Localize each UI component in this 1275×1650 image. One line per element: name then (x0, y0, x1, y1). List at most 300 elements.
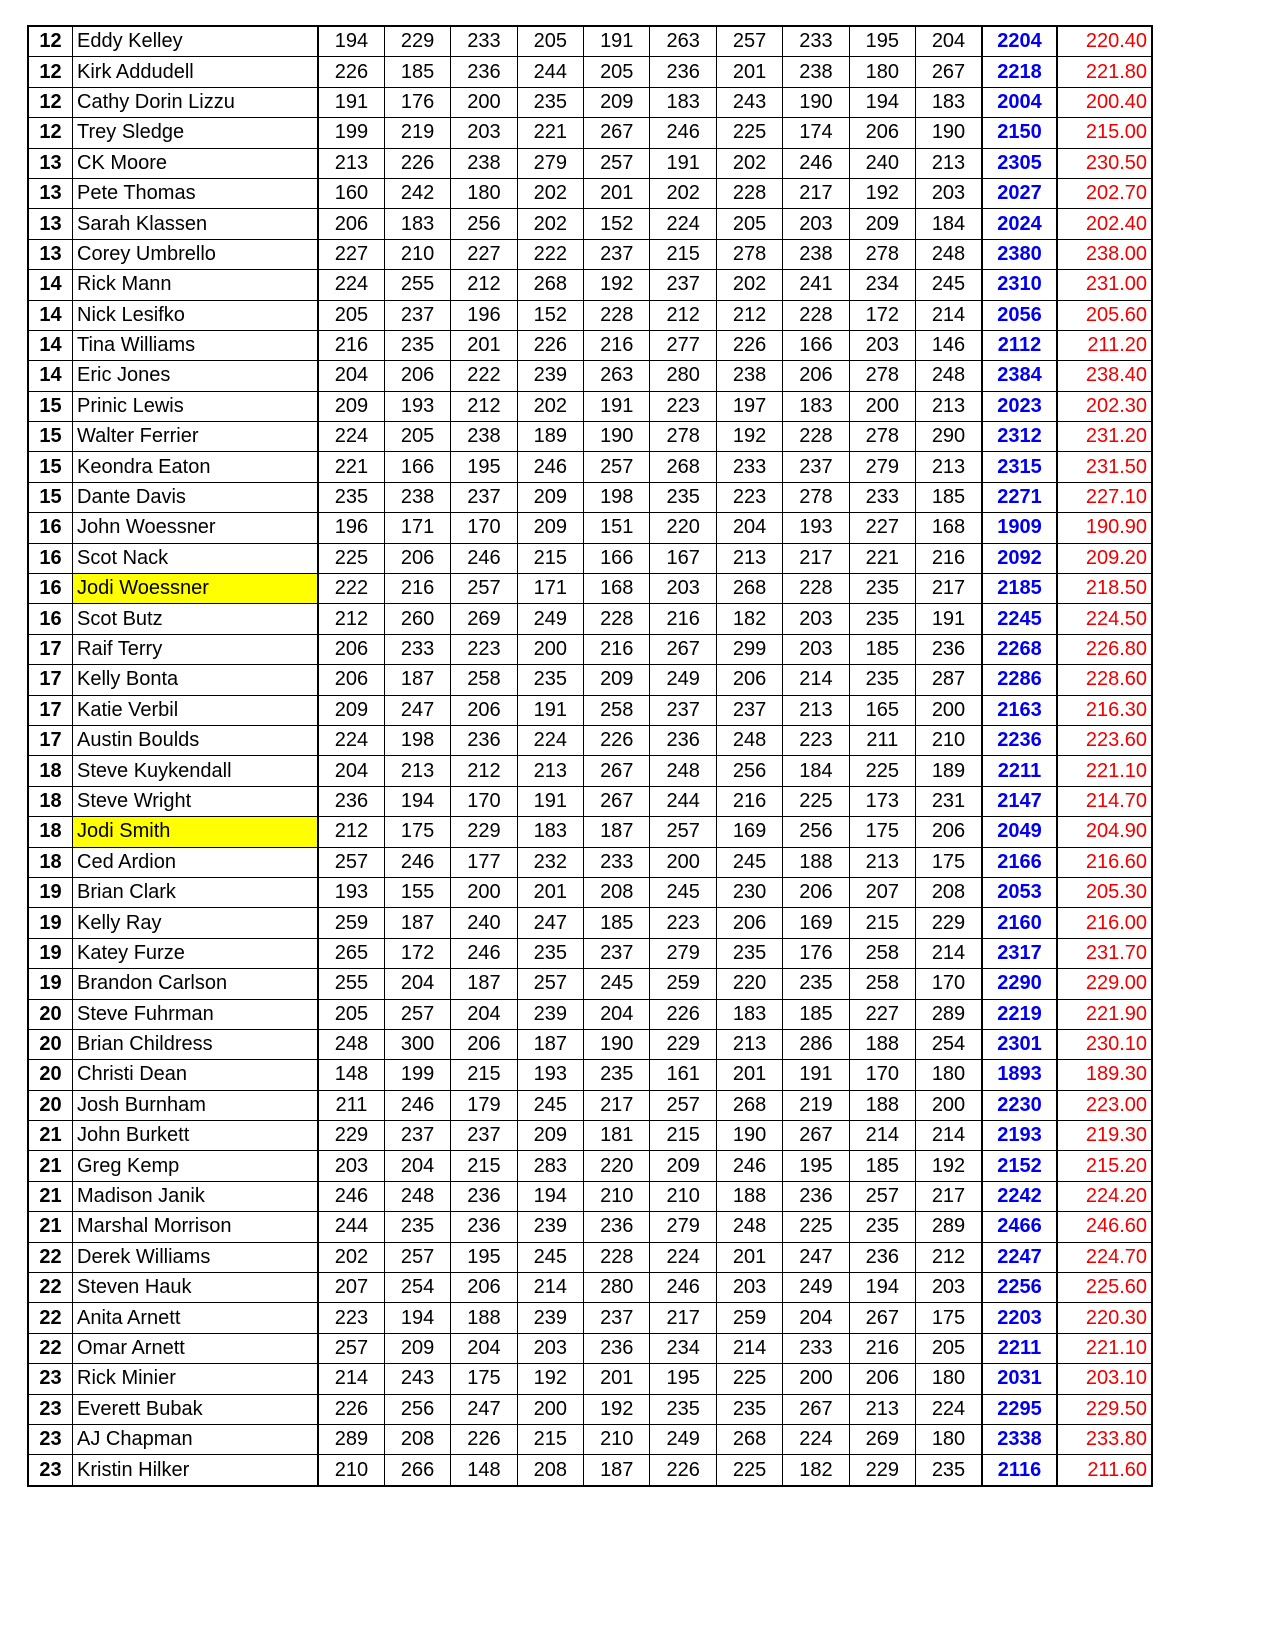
game-score-cell: 257 (517, 969, 583, 999)
game-score-cell: 187 (584, 817, 650, 847)
game-score-cell: 210 (318, 1455, 384, 1486)
total-pins-cell: 2290 (982, 969, 1057, 999)
game-score-cell: 224 (650, 209, 716, 239)
game-score-cell: 204 (783, 1303, 849, 1333)
game-score-cell: 213 (716, 543, 782, 573)
total-pins-cell: 2286 (982, 665, 1057, 695)
game-score-cell: 277 (650, 330, 716, 360)
game-score-cell: 216 (584, 634, 650, 664)
total-pins-cell: 2384 (982, 361, 1057, 391)
average-cell: 189.30 (1057, 1060, 1152, 1090)
game-score-cell: 267 (783, 1121, 849, 1151)
bowler-name-cell: John Woessner (73, 513, 319, 543)
bowler-name-cell: Christi Dean (73, 1060, 319, 1090)
game-score-cell: 235 (650, 482, 716, 512)
table-row (28, 300, 1152, 330)
game-score-cell: 259 (318, 908, 384, 938)
average-cell: 190.90 (1057, 513, 1152, 543)
average-cell: 200.40 (1057, 87, 1152, 117)
game-score-cell: 192 (584, 270, 650, 300)
table-row (28, 1455, 1152, 1486)
bowler-name-cell: Kirk Addudell (73, 57, 319, 87)
game-score-cell: 166 (384, 452, 450, 482)
game-score-cell: 215 (650, 239, 716, 269)
game-score-cell: 209 (517, 513, 583, 543)
average-cell: 218.50 (1057, 574, 1152, 604)
team-number-cell: 23 (28, 1394, 73, 1424)
game-score-cell: 290 (916, 422, 982, 452)
game-score-cell: 243 (716, 87, 782, 117)
game-score-cell: 204 (451, 1333, 517, 1363)
table-row (28, 118, 1152, 148)
game-score-cell: 191 (916, 604, 982, 634)
game-score-cell: 246 (451, 938, 517, 968)
game-score-cell: 146 (916, 330, 982, 360)
game-score-cell: 279 (650, 1212, 716, 1242)
game-score-cell: 176 (783, 938, 849, 968)
game-score-cell: 169 (783, 908, 849, 938)
game-score-cell: 216 (384, 574, 450, 604)
bowler-name-cell: Eric Jones (73, 361, 319, 391)
team-number-cell: 18 (28, 786, 73, 816)
average-cell: 231.20 (1057, 422, 1152, 452)
game-score-cell: 209 (517, 482, 583, 512)
game-score-cell: 228 (783, 300, 849, 330)
game-score-cell: 200 (451, 877, 517, 907)
game-score-cell: 187 (384, 665, 450, 695)
game-score-cell: 217 (916, 1181, 982, 1211)
game-score-cell: 212 (716, 300, 782, 330)
total-pins-cell: 2023 (982, 391, 1057, 421)
average-cell: 215.00 (1057, 118, 1152, 148)
game-score-cell: 245 (517, 1090, 583, 1120)
team-number-cell: 18 (28, 847, 73, 877)
average-cell: 231.00 (1057, 270, 1152, 300)
game-score-cell: 197 (716, 391, 782, 421)
game-score-cell: 235 (318, 482, 384, 512)
game-score-cell: 235 (584, 1060, 650, 1090)
team-number-cell: 16 (28, 574, 73, 604)
game-score-cell: 191 (584, 391, 650, 421)
game-score-cell: 245 (916, 270, 982, 300)
game-score-cell: 183 (716, 999, 782, 1029)
average-cell: 215.20 (1057, 1151, 1152, 1181)
game-score-cell: 202 (517, 209, 583, 239)
game-score-cell: 216 (716, 786, 782, 816)
game-score-cell: 203 (517, 1333, 583, 1363)
average-cell: 211.20 (1057, 330, 1152, 360)
team-number-cell: 17 (28, 665, 73, 695)
game-score-cell: 238 (716, 361, 782, 391)
game-score-cell: 233 (584, 847, 650, 877)
game-score-cell: 203 (318, 1151, 384, 1181)
game-score-cell: 152 (517, 300, 583, 330)
game-score-cell: 180 (451, 178, 517, 208)
game-score-cell: 208 (517, 1455, 583, 1486)
game-score-cell: 202 (517, 178, 583, 208)
game-score-cell: 246 (318, 1181, 384, 1211)
game-score-cell: 204 (318, 756, 384, 786)
game-score-cell: 220 (584, 1151, 650, 1181)
total-pins-cell: 2317 (982, 938, 1057, 968)
game-score-cell: 287 (916, 665, 982, 695)
game-score-cell: 151 (584, 513, 650, 543)
table-row (28, 148, 1152, 178)
game-score-cell: 205 (384, 422, 450, 452)
team-number-cell: 19 (28, 938, 73, 968)
game-score-cell: 237 (384, 300, 450, 330)
game-score-cell: 221 (318, 452, 384, 482)
game-score-cell: 183 (916, 87, 982, 117)
game-score-cell: 235 (517, 87, 583, 117)
game-score-cell: 237 (584, 239, 650, 269)
game-score-cell: 269 (451, 604, 517, 634)
game-score-cell: 203 (650, 574, 716, 604)
game-score-cell: 289 (916, 999, 982, 1029)
game-score-cell: 278 (716, 239, 782, 269)
average-cell: 202.30 (1057, 391, 1152, 421)
total-pins-cell: 2053 (982, 877, 1057, 907)
game-score-cell: 222 (517, 239, 583, 269)
game-score-cell: 246 (384, 847, 450, 877)
team-number-cell: 14 (28, 300, 73, 330)
game-score-cell: 224 (517, 725, 583, 755)
game-score-cell: 173 (849, 786, 915, 816)
table-row (28, 391, 1152, 421)
game-score-cell: 224 (318, 422, 384, 452)
game-score-cell: 246 (716, 1151, 782, 1181)
game-score-cell: 257 (716, 26, 782, 57)
game-score-cell: 225 (716, 1364, 782, 1394)
game-score-cell: 280 (584, 1273, 650, 1303)
game-score-cell: 199 (318, 118, 384, 148)
game-score-cell: 206 (849, 1364, 915, 1394)
bowler-name-cell: Trey Sledge (73, 118, 319, 148)
game-score-cell: 214 (916, 1121, 982, 1151)
bowler-name-cell: Scot Nack (73, 543, 319, 573)
game-score-cell: 192 (584, 1394, 650, 1424)
bowler-name-cell: John Burkett (73, 1121, 319, 1151)
game-score-cell: 263 (650, 26, 716, 57)
bowler-name-cell: Sarah Klassen (73, 209, 319, 239)
game-score-cell: 206 (318, 634, 384, 664)
game-score-cell: 203 (916, 1273, 982, 1303)
game-score-cell: 226 (318, 57, 384, 87)
game-score-cell: 206 (318, 665, 384, 695)
game-score-cell: 213 (916, 452, 982, 482)
table-row (28, 87, 1152, 117)
bowler-name-cell: Steve Kuykendall (73, 756, 319, 786)
game-score-cell: 217 (650, 1303, 716, 1333)
game-score-cell: 203 (716, 1273, 782, 1303)
game-score-cell: 233 (716, 452, 782, 482)
game-score-cell: 228 (584, 300, 650, 330)
table-body (28, 26, 1152, 1486)
average-cell: 238.40 (1057, 361, 1152, 391)
game-score-cell: 223 (318, 1303, 384, 1333)
game-score-cell: 236 (584, 1333, 650, 1363)
game-score-cell: 212 (650, 300, 716, 330)
game-score-cell: 243 (384, 1364, 450, 1394)
game-score-cell: 185 (916, 482, 982, 512)
game-score-cell: 233 (783, 1333, 849, 1363)
game-score-cell: 174 (783, 118, 849, 148)
game-score-cell: 202 (318, 1242, 384, 1272)
bowler-name-cell: Omar Arnett (73, 1333, 319, 1363)
team-number-cell: 23 (28, 1364, 73, 1394)
game-score-cell: 215 (849, 908, 915, 938)
bowler-name-cell: AJ Chapman (73, 1424, 319, 1454)
game-score-cell: 188 (451, 1303, 517, 1333)
bowler-name-cell: Josh Burnham (73, 1090, 319, 1120)
bowler-name-cell: Katey Furze (73, 938, 319, 968)
game-score-cell: 267 (650, 634, 716, 664)
game-score-cell: 160 (318, 178, 384, 208)
game-score-cell: 206 (783, 877, 849, 907)
average-cell: 209.20 (1057, 543, 1152, 573)
game-score-cell: 268 (716, 574, 782, 604)
game-score-cell: 278 (849, 422, 915, 452)
game-score-cell: 212 (451, 270, 517, 300)
game-score-cell: 212 (451, 391, 517, 421)
table-row (28, 1333, 1152, 1363)
bowler-name-cell: Everett Bubak (73, 1394, 319, 1424)
game-score-cell: 248 (650, 756, 716, 786)
game-score-cell: 227 (451, 239, 517, 269)
game-score-cell: 289 (318, 1424, 384, 1454)
game-score-cell: 217 (783, 178, 849, 208)
game-score-cell: 190 (584, 1029, 650, 1059)
game-score-cell: 248 (716, 725, 782, 755)
team-number-cell: 17 (28, 725, 73, 755)
game-score-cell: 257 (584, 452, 650, 482)
game-score-cell: 237 (650, 695, 716, 725)
game-score-cell: 247 (384, 695, 450, 725)
game-score-cell: 227 (849, 513, 915, 543)
total-pins-cell: 2049 (982, 817, 1057, 847)
game-score-cell: 222 (451, 361, 517, 391)
game-score-cell: 206 (849, 118, 915, 148)
game-score-cell: 213 (783, 695, 849, 725)
game-score-cell: 191 (318, 87, 384, 117)
game-score-cell: 228 (584, 1242, 650, 1272)
total-pins-cell: 2004 (982, 87, 1057, 117)
game-score-cell: 206 (716, 665, 782, 695)
team-number-cell: 15 (28, 422, 73, 452)
total-pins-cell: 2163 (982, 695, 1057, 725)
average-cell: 225.60 (1057, 1273, 1152, 1303)
game-score-cell: 260 (384, 604, 450, 634)
game-score-cell: 237 (451, 1121, 517, 1151)
game-score-cell: 200 (517, 1394, 583, 1424)
table-row (28, 482, 1152, 512)
bowler-name-cell: Raif Terry (73, 634, 319, 664)
game-score-cell: 255 (318, 969, 384, 999)
game-score-cell: 188 (849, 1090, 915, 1120)
table-row (28, 1090, 1152, 1120)
game-score-cell: 235 (517, 665, 583, 695)
table-row (28, 1394, 1152, 1424)
average-cell: 216.30 (1057, 695, 1152, 725)
game-score-cell: 209 (650, 1151, 716, 1181)
game-score-cell: 220 (650, 513, 716, 543)
game-score-cell: 194 (384, 786, 450, 816)
total-pins-cell: 2312 (982, 422, 1057, 452)
team-number-cell: 20 (28, 999, 73, 1029)
game-score-cell: 209 (849, 209, 915, 239)
game-score-cell: 266 (384, 1455, 450, 1486)
game-score-cell: 237 (584, 1303, 650, 1333)
game-score-cell: 228 (783, 574, 849, 604)
game-score-cell: 244 (517, 57, 583, 87)
total-pins-cell: 2193 (982, 1121, 1057, 1151)
game-score-cell: 201 (716, 57, 782, 87)
game-score-cell: 238 (451, 148, 517, 178)
game-score-cell: 175 (451, 1364, 517, 1394)
game-score-cell: 225 (716, 1455, 782, 1486)
team-number-cell: 22 (28, 1333, 73, 1363)
game-score-cell: 210 (916, 725, 982, 755)
game-score-cell: 203 (849, 330, 915, 360)
game-score-cell: 190 (584, 422, 650, 452)
total-pins-cell: 2056 (982, 300, 1057, 330)
game-score-cell: 185 (849, 634, 915, 664)
game-score-cell: 256 (783, 817, 849, 847)
team-number-cell: 22 (28, 1273, 73, 1303)
team-number-cell: 16 (28, 513, 73, 543)
game-score-cell: 205 (916, 1333, 982, 1363)
bowler-name-cell: Steve Fuhrman (73, 999, 319, 1029)
average-cell: 220.30 (1057, 1303, 1152, 1333)
game-score-cell: 224 (916, 1394, 982, 1424)
average-cell: 223.60 (1057, 725, 1152, 755)
game-score-cell: 193 (318, 877, 384, 907)
game-score-cell: 177 (451, 847, 517, 877)
game-score-cell: 188 (783, 847, 849, 877)
game-score-cell: 204 (716, 513, 782, 543)
game-score-cell: 183 (517, 817, 583, 847)
game-score-cell: 213 (318, 148, 384, 178)
game-score-cell: 206 (916, 817, 982, 847)
game-score-cell: 204 (384, 1151, 450, 1181)
bowler-name-cell: Jodi Woessner (73, 574, 319, 604)
game-score-cell: 267 (584, 786, 650, 816)
game-score-cell: 279 (650, 938, 716, 968)
game-score-cell: 200 (517, 634, 583, 664)
team-number-cell: 15 (28, 482, 73, 512)
game-score-cell: 175 (849, 817, 915, 847)
game-score-cell: 246 (783, 148, 849, 178)
team-number-cell: 14 (28, 270, 73, 300)
game-score-cell: 195 (783, 1151, 849, 1181)
bowler-name-cell: Keondra Eaton (73, 452, 319, 482)
game-score-cell: 214 (849, 1121, 915, 1151)
team-number-cell: 21 (28, 1121, 73, 1151)
game-score-cell: 268 (716, 1090, 782, 1120)
game-score-cell: 148 (318, 1060, 384, 1090)
game-score-cell: 208 (584, 877, 650, 907)
game-score-cell: 209 (584, 87, 650, 117)
game-score-cell: 211 (849, 725, 915, 755)
game-score-cell: 259 (650, 969, 716, 999)
game-score-cell: 278 (849, 361, 915, 391)
game-score-cell: 202 (716, 148, 782, 178)
game-score-cell: 228 (584, 604, 650, 634)
game-score-cell: 235 (849, 665, 915, 695)
game-score-cell: 169 (716, 817, 782, 847)
total-pins-cell: 2305 (982, 148, 1057, 178)
bowler-name-cell: Kelly Ray (73, 908, 319, 938)
game-score-cell: 249 (517, 604, 583, 634)
team-number-cell: 20 (28, 1090, 73, 1120)
game-score-cell: 183 (650, 87, 716, 117)
average-cell: 204.90 (1057, 817, 1152, 847)
game-score-cell: 212 (451, 756, 517, 786)
game-score-cell: 171 (517, 574, 583, 604)
game-score-cell: 193 (783, 513, 849, 543)
team-number-cell: 12 (28, 118, 73, 148)
game-score-cell: 279 (849, 452, 915, 482)
game-score-cell: 235 (384, 330, 450, 360)
game-score-cell: 226 (650, 999, 716, 1029)
game-score-cell: 234 (849, 270, 915, 300)
game-score-cell: 217 (584, 1090, 650, 1120)
game-score-cell: 225 (783, 786, 849, 816)
total-pins-cell: 2256 (982, 1273, 1057, 1303)
game-score-cell: 205 (318, 300, 384, 330)
team-number-cell: 17 (28, 634, 73, 664)
game-score-cell: 226 (318, 1394, 384, 1424)
game-score-cell: 209 (318, 695, 384, 725)
total-pins-cell: 1893 (982, 1060, 1057, 1090)
game-score-cell: 205 (517, 26, 583, 57)
game-score-cell: 194 (318, 26, 384, 57)
game-score-cell: 200 (916, 1090, 982, 1120)
game-score-cell: 235 (849, 1212, 915, 1242)
table-row (28, 604, 1152, 634)
game-score-cell: 254 (384, 1273, 450, 1303)
game-score-cell: 254 (916, 1029, 982, 1059)
average-cell: 216.60 (1057, 847, 1152, 877)
game-score-cell: 223 (783, 725, 849, 755)
team-number-cell: 18 (28, 756, 73, 786)
game-score-cell: 187 (384, 908, 450, 938)
team-number-cell: 15 (28, 452, 73, 482)
game-score-cell: 205 (716, 209, 782, 239)
game-score-cell: 190 (783, 87, 849, 117)
game-score-cell: 237 (451, 482, 517, 512)
game-score-cell: 223 (650, 908, 716, 938)
average-cell: 228.60 (1057, 665, 1152, 695)
game-score-cell: 170 (916, 969, 982, 999)
game-score-cell: 206 (384, 361, 450, 391)
game-score-cell: 221 (517, 118, 583, 148)
game-score-cell: 239 (517, 1303, 583, 1333)
table-row (28, 361, 1152, 391)
game-score-cell: 200 (849, 391, 915, 421)
game-score-cell: 257 (584, 148, 650, 178)
team-number-cell: 22 (28, 1242, 73, 1272)
game-score-cell: 237 (650, 270, 716, 300)
game-score-cell: 195 (650, 1364, 716, 1394)
game-score-cell: 216 (584, 330, 650, 360)
game-score-cell: 192 (716, 422, 782, 452)
game-score-cell: 215 (517, 543, 583, 573)
team-number-cell: 13 (28, 148, 73, 178)
team-number-cell: 23 (28, 1455, 73, 1486)
game-score-cell: 245 (517, 1242, 583, 1272)
game-score-cell: 245 (584, 969, 650, 999)
